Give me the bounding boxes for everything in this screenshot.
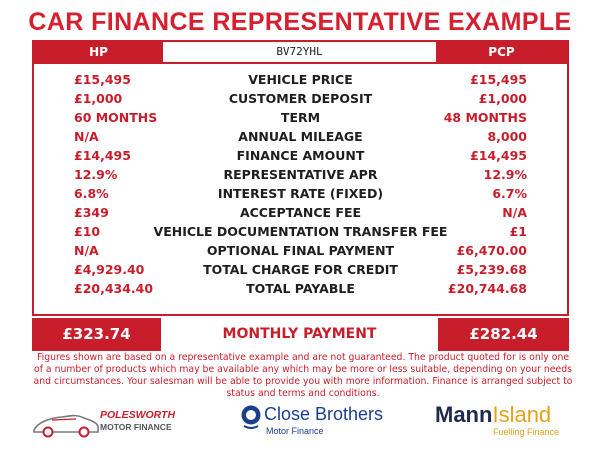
mann-island-logo [435, 402, 575, 442]
hp-value: N/A [74, 129, 99, 144]
row-label: VEHICLE PRICE [248, 72, 353, 87]
table-row [34, 205, 567, 224]
polesworth-name: POLESWORTH [100, 409, 176, 421]
pcp-value: 6.7% [492, 186, 527, 201]
hp-value: N/A [74, 243, 99, 258]
pcp-monthly-payment: £282.44 [438, 318, 569, 351]
table-row [34, 129, 567, 148]
hp-value: £349 [74, 205, 109, 220]
polesworth-sub: MOTOR FINANCE [100, 422, 172, 432]
hp-column-header: HP [34, 42, 163, 62]
mann-island-name-b: Island [492, 402, 552, 427]
table-row [34, 262, 567, 281]
close-brothers-sub: Motor Finance [266, 426, 324, 436]
pcp-value: N/A [502, 205, 527, 220]
row-label: CUSTOMER DEPOSIT [228, 91, 373, 106]
table-row [34, 186, 567, 205]
row-label: TERM [280, 110, 321, 125]
row-label: ANNUAL MILEAGE [238, 129, 363, 144]
row-label: ACCEPTANCE FEE [239, 205, 362, 220]
hp-value: £14,495 [74, 148, 131, 163]
pcp-value: £1,000 [478, 91, 527, 106]
pcp-value: 12.9% [483, 167, 527, 182]
finance-table [32, 40, 569, 316]
pcp-value: £1 [509, 224, 527, 239]
pcp-column-header: PCP [436, 42, 567, 62]
polesworth-logo [32, 402, 192, 442]
pcp-value: £15,495 [470, 72, 527, 87]
row-label: FINANCE AMOUNT [236, 148, 365, 163]
row-label: VEHICLE DOCUMENTATION TRANSFER FEE [153, 224, 448, 239]
table-row [34, 243, 567, 262]
table-row [34, 281, 567, 300]
table-row [34, 224, 567, 243]
header-divider [34, 62, 567, 64]
hp-value: £4,929.40 [74, 262, 145, 277]
table-row [34, 91, 567, 110]
mann-island-name-a: Mann [435, 402, 493, 427]
table-row [34, 167, 567, 186]
row-label: TOTAL CHARGE FOR CREDIT [203, 262, 398, 277]
pcp-value: £14,495 [470, 148, 527, 163]
pcp-value: £5,239.68 [456, 262, 527, 277]
registration-number: BV72YHL [276, 45, 323, 58]
close-brothers-logo [240, 402, 384, 442]
pcp-value: £20,744.68 [447, 281, 527, 296]
table-row [34, 148, 567, 167]
close-brothers-name: Close Brothers [264, 404, 384, 424]
row-label: OPTIONAL FINAL PAYMENT [206, 243, 395, 258]
disclaimer-text: Figures shown are based on a representative example and are not guaranteed. The product quoted for is only one of a number of products which may be available any which may be more or less suitable, depending on your needs and circumstances. Your salesman will be able to provide you with more information. Finance is arranged subject to status and terms and conditions. [33, 352, 573, 399]
hp-value: 60 MONTHS [74, 110, 158, 125]
row-label: INTEREST RATE (FIXED) [217, 186, 384, 201]
pcp-value: 8,000 [487, 129, 527, 144]
monthly-payment-label: MONTHLY PAYMENT [222, 326, 377, 342]
page-title: CAR FINANCE REPRESENTATIVE EXAMPLE [28, 8, 572, 36]
mann-island-sub: Fuelling Finance [493, 427, 560, 437]
pcp-value: £6,470.00 [456, 243, 527, 258]
hp-value: £15,495 [74, 72, 131, 87]
hp-value: £1,000 [74, 91, 123, 106]
hp-value: £10 [74, 224, 101, 239]
row-label: REPRESENTATIVE APR [223, 167, 378, 182]
hp-value: £20,434.40 [74, 281, 154, 296]
hp-value: 6.8% [74, 186, 109, 201]
table-row [34, 72, 567, 91]
row-label: TOTAL PAYABLE [246, 281, 355, 296]
pcp-value: 48 MONTHS [443, 110, 527, 125]
table-row [34, 110, 567, 129]
hp-value: 12.9% [74, 167, 118, 182]
close-brothers-emblem-icon [240, 404, 262, 430]
hp-monthly-payment: £323.74 [32, 318, 161, 351]
